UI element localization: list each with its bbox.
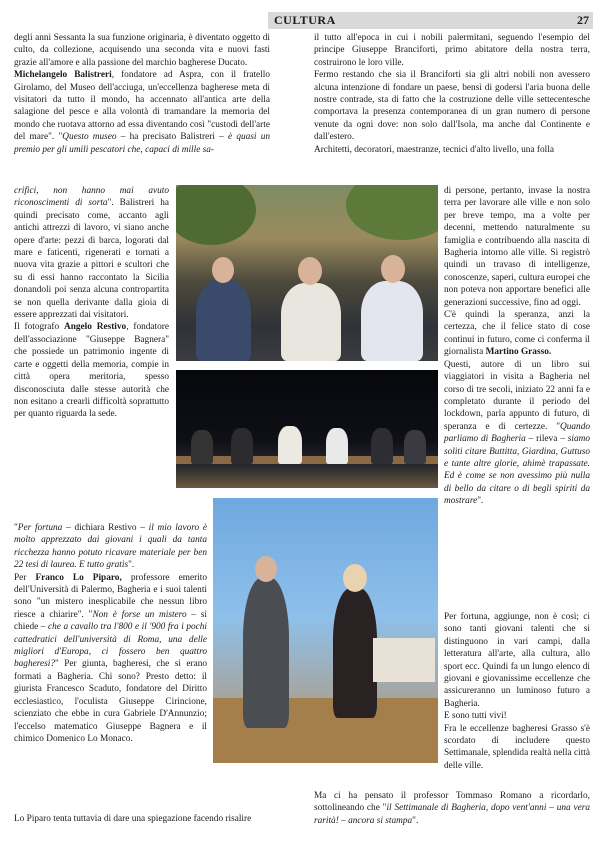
right-column-bottom <box>444 611 590 772</box>
paragraph: "Per fortuna – dichiara Restivo – il mio lavoro è molto apprezzato dai giovani i quali da tanta ricchezza hanno potuto ricavare materiale per ben 22 tesi di laurea. E tutto gratis". <box>14 523 207 571</box>
left-column-bottom <box>14 522 207 745</box>
right-column-last <box>314 790 590 827</box>
paragraph: E sono tutti vivi! <box>444 711 507 722</box>
speakers-photo <box>213 498 438 763</box>
paragraph: Per Franco Lo Piparo, professore emerito dell'Università di Palermo, Bagheria e i suoi talenti sono "un mistero inesplicabile che nessun libro riesce a chiarire". "Non è forse un mistero – si chiede – che a cavallo tra l'800 e il '900 fra i pochi cattedratici dell'università di Roma, una delle migliori d'Europa, ci fossero ben quattro bagheresi?" Per giunta, bagheresi, che si erano formati a Bagheria. Chi sono? Presto detto: il giurista Francesco Scaduto, fondatore del Diritto ecclesiastico, l'oculista Giuseppe Cirincione, scienziato che ebbe in cura Gabriele D'Annunzio; l'eccelso matematico Giuseppe Bagnera e il chimico Domenico Lo Monaco. <box>14 572 208 744</box>
right-column-mid <box>444 185 590 508</box>
right-column-top <box>314 32 590 156</box>
left-column-top <box>14 32 270 156</box>
paragraph: C'è quindi la speranza, anzi la certezza, che il felice stato di cose continui in futuro, come ci conferma il giornalista Martino Grasso. <box>444 310 590 358</box>
section-title: CULTURA <box>274 13 336 27</box>
paragraph: degli anni Sessanta la sua funzione originaria, è diventato oggetto di culto, da collezione, acquisendo una seconda vita e nuovi fasti grazie all'amore e alla passione del marchio bagherese Ducato. <box>14 33 270 68</box>
paragraph: Il fotografo Angelo Restivo, fondatore dell'associazione "Giuseppe Bagnera" che possiede un patrimonio ingente di carte e oggetti della memoria, compie in città opera meritoria, spesso disconosciuta dalle stesse autorità che non esitano a crearli difficoltà soprattutto per quanto riguarda la sede. <box>14 322 169 420</box>
paragraph: Questi, autore di un libro sui viaggiatori in visita a Bagheria nel corso di tre secoli, iniziato 22 anni fa e completato durante il periodo del lockdown, parla appunto di futuro, di speranza e di certezze. "Quando parliamo di Bagheria – rileva – siamo soliti citare Buttitta, Giardina, Guttuso e tante altre glorie, ahimè trapassate. Ed è come se non avessimo più nulla di bello da citare o di begli spiriti da mostrare". <box>444 359 590 507</box>
left-column-last-line <box>14 813 310 825</box>
paragraph: crifici, non hanno mai avuto riconoscimenti di sorta". Balistreri ha quindi precisato come, accanto agli antichi attrezzi di lavoro, vi siano anche opere d'arte: pezzi di barca, logorati dal mare e faticenti, rigenerati e tornati a nuova vita grazie a pittori e scultori che su di essi hanno raccontato la Sicilia donandoli poi senza alcuna contropartita se non quella derivante dalla gioia di essere apprezzati dai visitatori. <box>14 186 169 321</box>
paragraph: Per fortuna, aggiunge, non è così; ci sono tanti giovani talenti che si distinguono in vari campi, dalla letteratura all'arte, alla cultura, allo sport ecc. Quindi fa un lungo elenco di giovani e giovanissime eccellenze che assicureranno un luminoso futuro a Bagheria. <box>444 612 590 709</box>
left-column-mid <box>14 185 169 421</box>
paragraph: Michelangelo Balistreri, fondatore ad Aspra, con il fratello Girolamo, del Museo dell'acciuga, un'eccellenza bagherese meta di visitatori da tutto il mondo, ha accennato all'antica arte della salagione del pesce e alla volontà di tramandare la memoria del mondo che ruotava attorno ad essa diventando così "custodi dell'arte del mare". "Questo museo – ha precisato Balistreri – è quasi un premio per gli umili pescatori che, capaci di mille sa- <box>14 70 270 155</box>
paragraph: Fermo restando che sia il Branciforti sia gli altri nobili non avessero alcuna intenzione di fondare un paese, bensì di godersi l'aria buona delle nostre contrade, sta di fatto che la costruzione delle ville settecentesche comportava la presenza contemporanea di un gran numero di persone venute da ogni dove: non solo dall'Isola, ma anche dal Continente e dall'estero. <box>314 70 590 143</box>
paragraph: Ma ci ha pensato il professor Tommaso Romano a ricordarlo, sottolineando che "il Settimanale di Bagheria, dopo vent'anni – una vera rarità! – ancora si stampa". <box>314 791 590 826</box>
paragraph: Architetti, decoratori, maestranze, tecnici d'alto livello, una folla <box>314 144 554 155</box>
paragraph: il tutto all'epoca in cui i nobili palermitani, seguendo l'esempio del principe Giuseppe Branciforti, primo abitatore della nostra terra, costruirono le loro ville. <box>314 33 590 68</box>
page-number: 27 <box>577 13 589 27</box>
panel-stage-photo <box>176 370 438 488</box>
paragraph: di persone, pertanto, invase la nostra terra per lavorare alle ville e non solo per breve tempo, ma a volte per decenni, mettendo naturalmente su famiglia e contribuendo alla nascita di Bagheria intorno alle ville. Si registrò quindi un travaso di intelligenze, conoscenze, saperi, cultura europei che non poteva non apportare benefici alle generazioni successive, fino ad oggi. <box>444 186 590 308</box>
paragraph: Lo Piparo tenta tuttavia di dare una spiegazione facendo risalire <box>14 814 252 824</box>
paragraph: Fra le eccellenze bagheresi Grasso s'è scordato di includere questo Settimanale, splendida realtà nella città delle ville. <box>444 723 590 771</box>
audience-photo <box>176 185 438 361</box>
